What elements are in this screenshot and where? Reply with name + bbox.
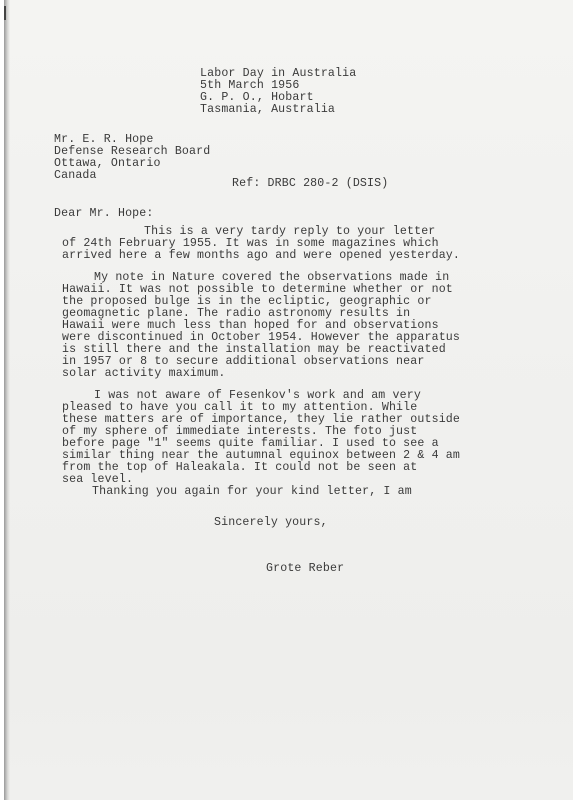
- recipient-line: Ottawa, Ontario: [54, 157, 161, 170]
- body-line: of 24th February 1955. It was in some magazines which: [62, 237, 439, 250]
- sender-line: Tasmania, Australia: [200, 103, 336, 116]
- body-line: sea level.: [62, 473, 134, 486]
- recipient-line: Defense Research Board: [54, 145, 211, 158]
- body-line: pleased to have you call it to my attention. While: [62, 401, 418, 414]
- recipient-line: Canada: [54, 169, 97, 182]
- body-line: Hawaii. It was not possible to determine whether or not: [62, 283, 453, 296]
- page-edge-shadow: [4, 0, 10, 800]
- valediction: Sincerely yours,: [214, 516, 328, 529]
- body-line: I was not aware of Fesenkov's work and am very: [94, 389, 421, 402]
- body-line: solar activity maximum.: [62, 367, 226, 380]
- sender-line: Labor Day in Australia: [200, 67, 357, 80]
- reference-line: Ref: DRBC 280-2 (DSIS): [232, 177, 389, 190]
- page-edge-mark: [4, 6, 6, 20]
- letter-page: [4, 0, 573, 800]
- body-line: these matters are of importance, they lie rather outside: [62, 413, 461, 426]
- body-line: arrived here a few months ago and were opened yesterday.: [62, 249, 461, 262]
- closing-line: Thanking you again for your kind letter, I am: [92, 485, 412, 498]
- body-line: similar thing near the autumnal equinox between 2 & 4 am: [62, 449, 461, 462]
- body-line: before page "1" seems quite familiar. I used to see a: [62, 437, 439, 450]
- body-line: is still there and the installation may be reactivated: [62, 343, 446, 356]
- body-line: This is a very tardy reply to your letter: [144, 225, 436, 238]
- body-line: My note in Nature covered the observations made in: [94, 271, 450, 284]
- body-line: Hawaii were much less than hoped for and observations: [62, 319, 439, 332]
- body-line: of my sphere of immediate interests. The foto just: [62, 425, 418, 438]
- body-line: geomagnetic plane. The radio astronomy results in: [62, 307, 411, 320]
- body-line: were discontinued in October 1954. However the apparatus: [62, 331, 461, 344]
- letter-date: 5th March 1956: [200, 79, 300, 92]
- body-line: the proposed bulge is in the ecliptic, geographic or: [62, 295, 432, 308]
- salutation: Dear Mr. Hope:: [54, 207, 154, 220]
- signature: Grote Reber: [266, 562, 345, 575]
- body-line: in 1957 or 8 to secure additional observations near: [62, 355, 425, 368]
- body-line: from the top of Haleakala. It could not be seen at: [62, 461, 418, 474]
- recipient-line: Mr. E. R. Hope: [54, 133, 154, 146]
- sender-line: G. P. O., Hobart: [200, 91, 314, 104]
